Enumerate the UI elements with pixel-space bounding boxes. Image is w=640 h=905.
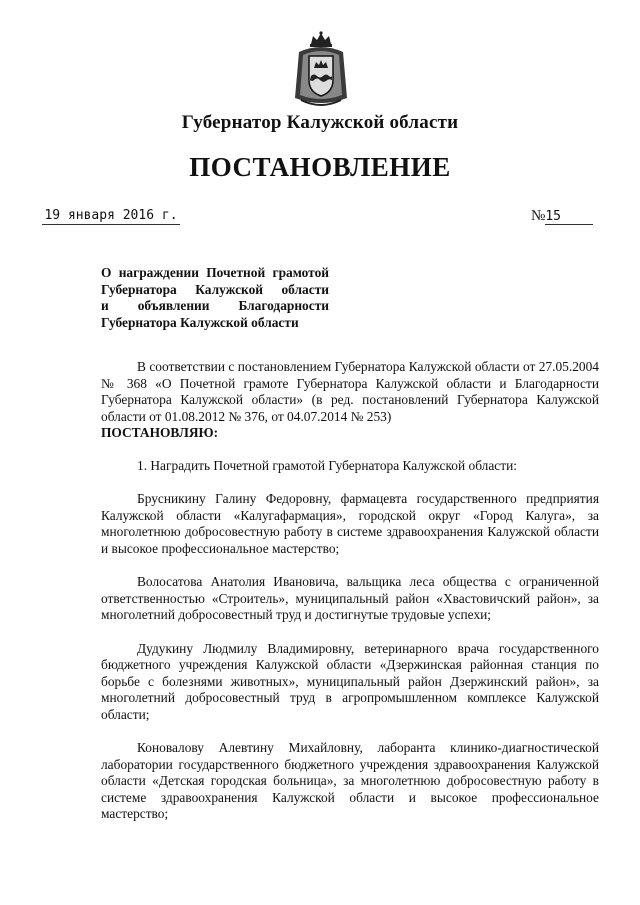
subject-line: Губернатора Калужской области bbox=[101, 281, 329, 297]
subject-line: О награждении Почетной грамотой bbox=[101, 265, 329, 280]
award-item-heading: 1. Наградить Почетной грамотой Губернатора Калужской области: bbox=[137, 457, 517, 473]
document-number bbox=[531, 208, 613, 225]
issuing-authority: Губернатор Калужской области bbox=[181, 112, 459, 133]
subject-line: Губернатора Калужской области bbox=[101, 314, 299, 330]
decree-word: ПОСТАНОВЛЯЮ: bbox=[101, 425, 219, 440]
preamble-paragraph bbox=[101, 359, 599, 442]
document-body bbox=[101, 359, 599, 840]
document-date: 19 января 2016 г. bbox=[42, 208, 180, 225]
number-label: № bbox=[531, 208, 546, 224]
number-value: 15 bbox=[545, 209, 593, 225]
preamble-text: В соответствии с постановлением Губернатора Калужской области от 27.05.2004 № 368 «О Почетной грамоте Губернатора Калужской области и Благодарности Губернатора Калужской области» (в ред. постановлений Губернатора Калужской области от 01.08.2012 № 376, от 04.07.2014 № 253) bbox=[101, 359, 599, 424]
subject-line: и объявлении Благодарности bbox=[101, 298, 329, 313]
awardee-paragraph: Волосатова Анатолия Ивановича, вальщика леса общества с ограниченной ответственностью «Строитель», муниципальный район «Хвастовичский район», за многолетний добросовестный труд и достигнутые трудовые успехи; bbox=[101, 574, 599, 622]
document-type-title: ПОСТАНОВЛЕНИЕ bbox=[189, 152, 451, 182]
awardee-paragraph: Дудукину Людмилу Владимировну, ветеринарного врача государственного бюджетного учреждения Калужской области «Дзержинская районная станция по борьбе с болезнями животных», муниципальный район Дзержинский район», за многолетний добросовестный труд в агропромышленном комплексе Калужской области; bbox=[101, 640, 599, 722]
coat-of-arms-icon bbox=[293, 30, 349, 108]
awardee-paragraph: Коновалову Алевтину Михайловну, лаборанта клинико-диагностической лаборатории государственного бюджетного учреждения здравоохранения Калужской области «Детская городская больница», за многолетнюю добросовестную работу в системе здравоохранения Калужской области и высокое профессиональное мастерство; bbox=[101, 740, 599, 821]
document-subject bbox=[101, 265, 329, 331]
awardee-paragraph: Брусникину Галину Федоровну, фармацевта государственного предприятия Калужской области «Калугафармация», городской округ «Город Калуга», за многолетнюю добросовестную работу в системе здравоохранения Калужской области и высокое профессиональное мастерство; bbox=[101, 491, 599, 556]
